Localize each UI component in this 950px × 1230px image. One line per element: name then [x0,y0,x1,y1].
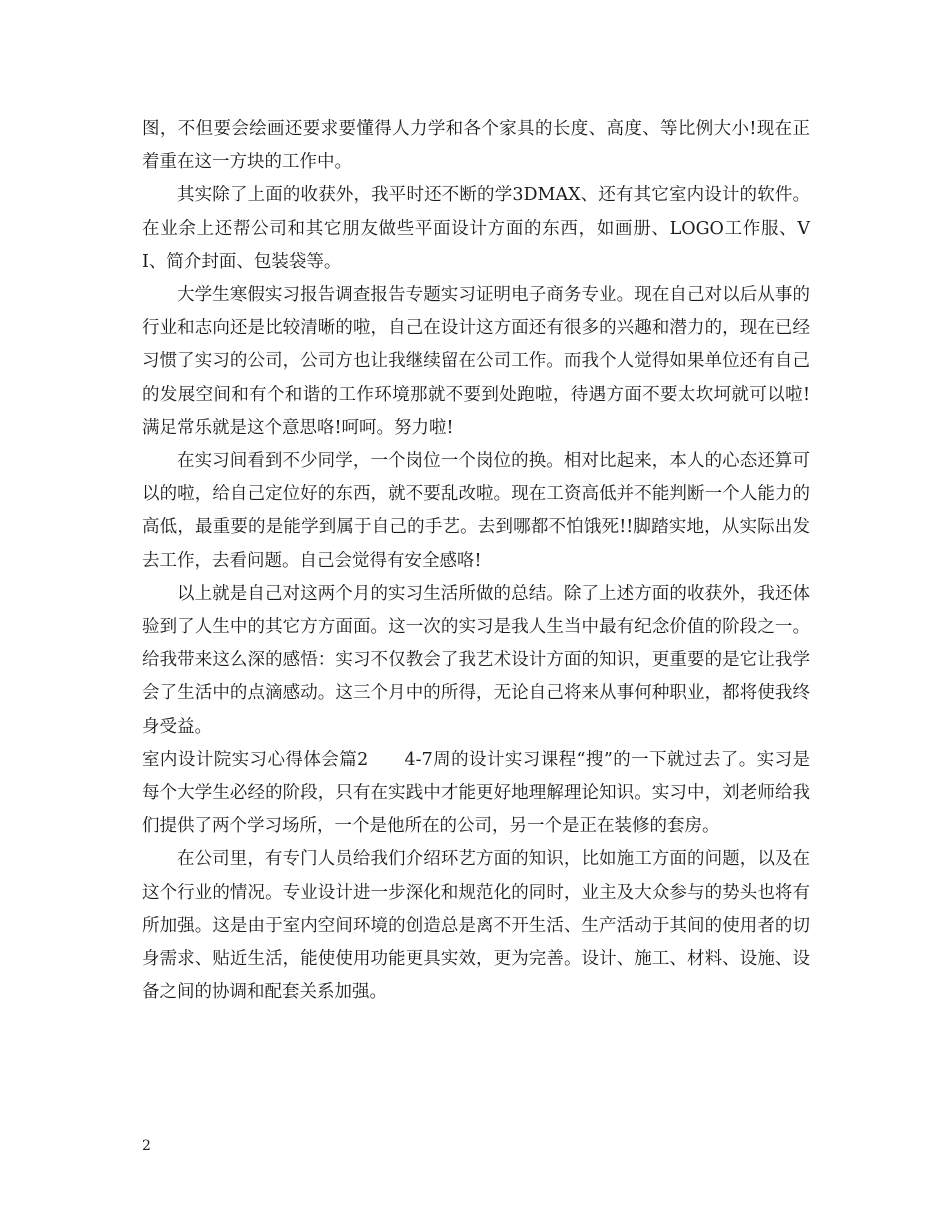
page-number: 2 [142,1138,151,1154]
document-body [142,113,810,1009]
paragraph-3: 大学生寒假实习报告调查报告专题实习证明电子商务专业。现在自己对以后从事的行业和志向还是比较清晰的啦，自己在设计这方面还有很多的兴趣和潜力的，现在已经习惯了实习的公司，公司方也让我继续留在公司工作。而我个人觉得如果单位还有自己的发展空间和有个和谐的工作环境那就不要到处跑啦，待遇方面不要太坎坷就可以啦!满足常乐就是这个意思咯!呵呵。努力啦! [142,285,810,438]
paragraph-2: 其实除了上面的收获外，我平时还不断的学3DMAX、还有其它室内设计的软件。在业余上还帮公司和其它朋友做些平面设计方面的东西，如画册、LOGO工作服、VI、简介封面、包装袋等。 [142,185,810,272]
paragraph-6: 室内设计院实习心得体会篇2 4-7周的设计实习课程“搜”的一下就过去了。实习是每个大学生必经的阶段，只有在实践中才能更好地理解理论知识。实习中，刘老师给我们提供了两个学习场所，一个是他所在的公司，另一个是正在装修的套房。 [142,749,810,837]
paragraph-4: 在实习间看到不少同学，一个岗位一个岗位的换。相对比起来，本人的心态还算可以的啦，给自己定位好的东西，就不要乱改啦。现在工资高低并不能判断一个人能力的高低，最重要的是能学到属于自己的手艺。去到哪都不怕饿死!!脚踏实地，从实际出发去工作，去看问题。自己会觉得有安全感咯! [142,451,810,571]
paragraph-1: 图，不但要会绘画还要求要懂得人力学和各个家具的长度、高度、等比例大小!现在正着重在这一方块的工作中。 [142,119,810,173]
paragraph-7: 在公司里，有专门人员给我们介绍环艺方面的知识，比如施工方面的问题，以及在这个行业的情况。专业设计进一步深化和规范化的同时，业主及大众参与的势头也将有所加强。这是由于室内空间环境的创造总是离不开生活、生产活动于其间的使用者的切身需求、贴近生活，能使使用功能更具实效，更为完善。设计、施工、材料、设施、设备之间的协调和配套关系加强。 [142,849,810,1003]
paragraph-5: 以上就是自己对这两个月的实习生活所做的总结。除了上述方面的收获外，我还体验到了人生中的其它方方面面。这一次的实习是我人生当中最有纪念价值的阶段之一。给我带来这么深的感悟：实习不仅教会了我艺术设计方面的知识，更重要的是它让我学会了生活中的点滴感动。这三个月中的所得，无论自己将来从事何种职业，都将使我终身受益。 [142,583,810,737]
